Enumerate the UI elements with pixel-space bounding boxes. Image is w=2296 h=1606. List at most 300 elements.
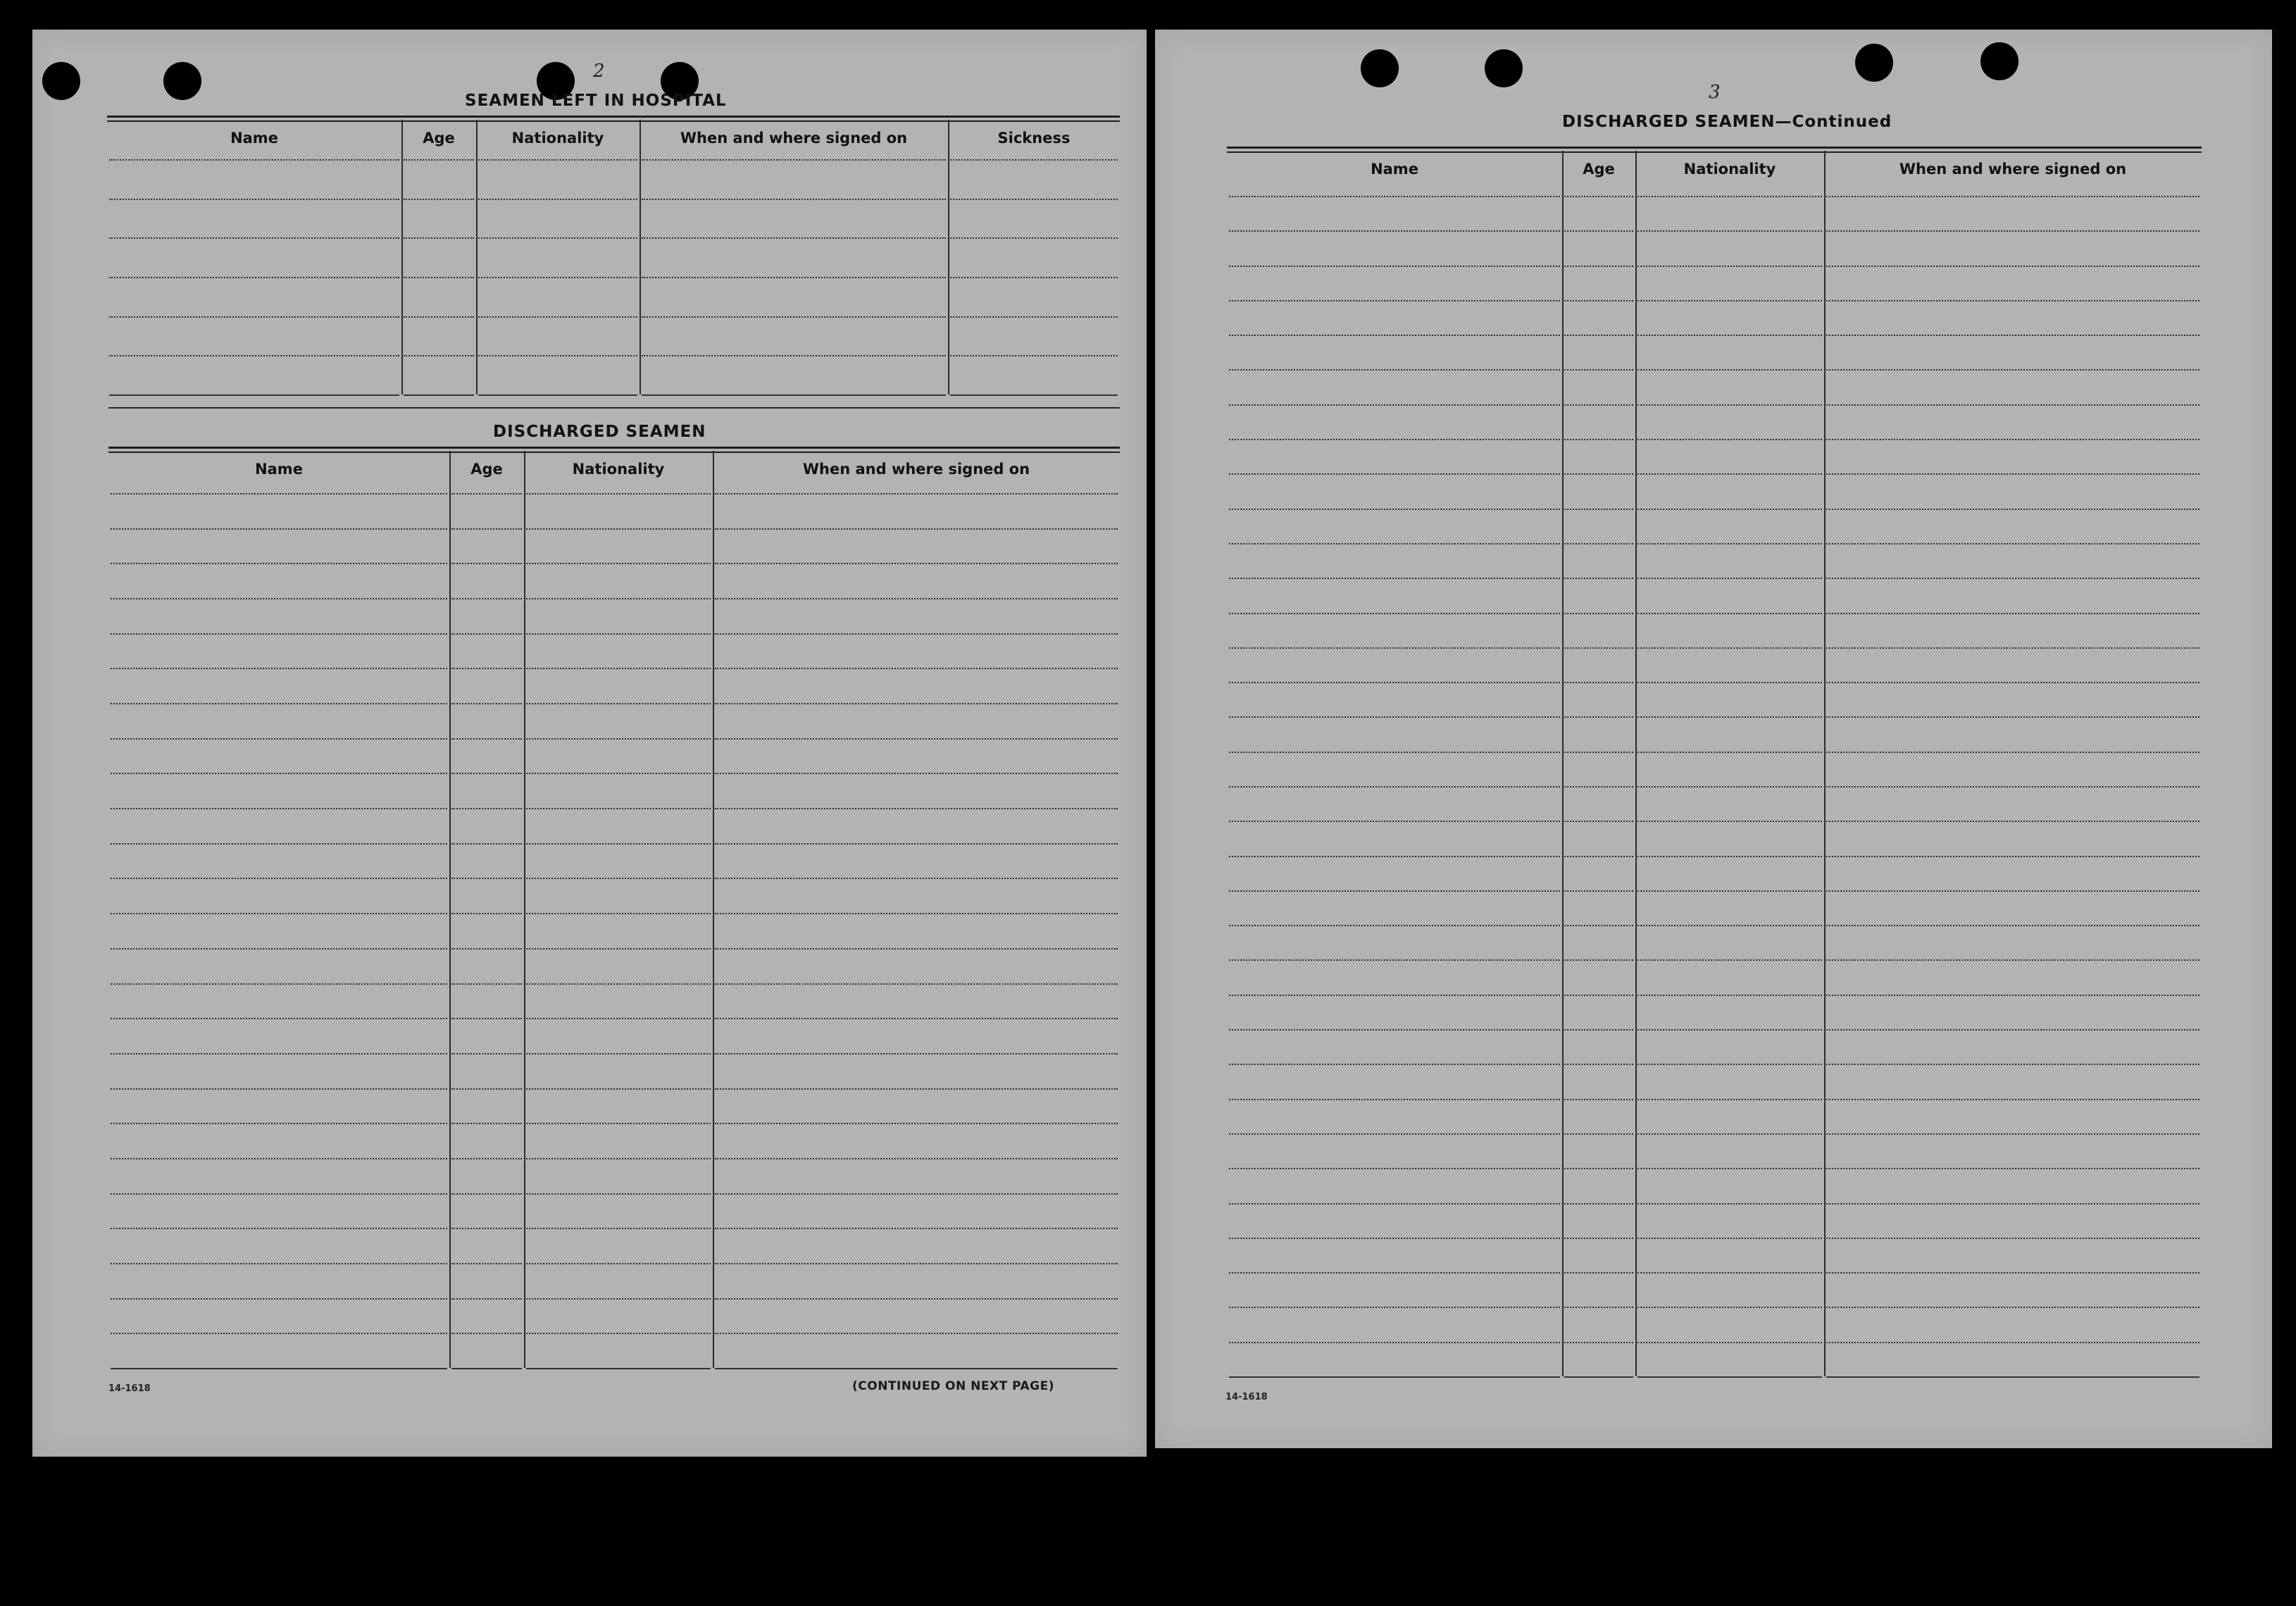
- entry-line: [1637, 959, 1822, 961]
- entry-line: [526, 1053, 711, 1054]
- entry-line: [1637, 1307, 1822, 1308]
- entry-line: [1564, 716, 1633, 718]
- entry-line: [1229, 439, 1560, 440]
- entry-line: [1637, 473, 1822, 475]
- entry-line: [404, 237, 474, 239]
- entry-line: [1826, 959, 2200, 961]
- entry-line: [1564, 856, 1633, 857]
- entry-line: [1637, 543, 1822, 544]
- entry-line: [111, 738, 447, 740]
- entry-line: [1564, 890, 1633, 892]
- entry-line: [111, 1263, 447, 1264]
- entry-line: [1564, 1064, 1633, 1065]
- title-rule: [107, 116, 1120, 122]
- entry-line: [1564, 925, 1633, 926]
- entry-line: [1564, 1168, 1633, 1169]
- entry-line: [1564, 473, 1633, 475]
- entry-line: [1229, 786, 1560, 788]
- entry-line: [111, 878, 447, 879]
- column-divider: [1824, 151, 1826, 1376]
- entry-line: [1564, 1029, 1633, 1031]
- entry-line: [451, 808, 522, 809]
- entry-line: [715, 633, 1118, 635]
- entry-line: [1564, 821, 1633, 822]
- entry-line: [111, 983, 447, 985]
- entry-line: [526, 1228, 711, 1229]
- entry-line: [526, 843, 711, 845]
- entry-line: [715, 773, 1118, 774]
- entry-line: [111, 668, 447, 669]
- column-divider: [713, 451, 714, 1368]
- entry-line: [1229, 647, 1560, 649]
- entry-line: [1826, 473, 2200, 475]
- entry-line: [451, 1298, 522, 1300]
- entry-line: [715, 668, 1118, 669]
- entry-line: [526, 983, 711, 985]
- entry-line: [1564, 335, 1633, 336]
- entry-line: [1637, 1238, 1822, 1239]
- entry-line: [109, 159, 399, 161]
- title-rule: [108, 447, 1120, 453]
- right-page: [1155, 30, 2272, 1448]
- entry-line: [1564, 509, 1633, 510]
- punch-hole-icon: [1855, 44, 1893, 82]
- entry-line: [451, 703, 522, 704]
- entry-line: [1229, 578, 1560, 579]
- entry-line: [111, 1333, 447, 1334]
- entry-line: [950, 159, 1118, 161]
- section-title-discharged-continued: DISCHARGED SEAMEN—Continued: [1562, 113, 1892, 131]
- entry-line: [1826, 995, 2200, 996]
- entry-line: [1564, 1099, 1633, 1100]
- page-number: 2: [593, 61, 605, 82]
- entry-line: [715, 878, 1118, 879]
- entry-line: [1229, 925, 1560, 926]
- entry-line: [1826, 1029, 2200, 1031]
- entry-line: [1826, 716, 2200, 718]
- entry-line: [1637, 613, 1822, 614]
- entry-line: [526, 1018, 711, 1019]
- entry-line: [1826, 1272, 2200, 1274]
- entry-line: [1637, 1133, 1822, 1135]
- entry-line: [1637, 890, 1822, 892]
- entry-line: [1637, 335, 1822, 336]
- entry-line: [404, 355, 474, 356]
- entry-line: [642, 355, 946, 356]
- entry-line: [1826, 509, 2200, 510]
- entry-line: [1826, 266, 2200, 267]
- table-bottom-rule: [451, 1368, 522, 1369]
- entry-line: [404, 159, 474, 161]
- entry-line: [478, 199, 637, 200]
- entry-line: [1637, 266, 1822, 267]
- table-bottom-rule: [111, 1368, 447, 1369]
- entry-line: [1826, 1133, 2200, 1135]
- entry-line: [1826, 1168, 2200, 1169]
- entry-line: [526, 493, 711, 494]
- entry-line: [1637, 1168, 1822, 1169]
- entry-line: [1826, 300, 2200, 301]
- entry-line: [1229, 752, 1560, 753]
- punch-hole-icon: [1485, 49, 1523, 87]
- entry-line: [111, 808, 447, 809]
- column-divider: [639, 120, 641, 394]
- entry-line: [715, 1228, 1118, 1229]
- entry-line: [1637, 1064, 1822, 1065]
- entry-line: [1637, 1029, 1822, 1031]
- column-divider: [948, 120, 949, 394]
- entry-line: [1637, 439, 1822, 440]
- entry-line: [715, 1053, 1118, 1054]
- entry-line: [1229, 404, 1560, 406]
- column-divider: [449, 451, 451, 1368]
- entry-line: [526, 598, 711, 599]
- column-header-nationality: Nationality: [511, 130, 604, 147]
- entry-line: [1229, 1133, 1560, 1135]
- entry-line: [111, 913, 447, 914]
- continued-note: (CONTINUED ON NEXT PAGE): [852, 1379, 1054, 1393]
- entry-line: [111, 1193, 447, 1195]
- entry-line: [111, 1123, 447, 1124]
- entry-line: [1826, 821, 2200, 822]
- column-header-age: Age: [470, 461, 503, 478]
- entry-line: [715, 913, 1118, 914]
- entry-line: [404, 199, 474, 200]
- entry-line: [451, 668, 522, 669]
- section-title-discharged: DISCHARGED SEAMEN: [493, 423, 706, 441]
- punch-hole-icon: [42, 62, 80, 100]
- table-bottom-rule: [715, 1368, 1118, 1369]
- entry-line: [715, 1333, 1118, 1334]
- entry-line: [1229, 1307, 1560, 1308]
- entry-line: [1826, 578, 2200, 579]
- table-bottom-rule: [642, 394, 946, 396]
- entry-line: [451, 1333, 522, 1334]
- column-header-when-and-where-signed-on: When and where signed on: [1899, 161, 2127, 178]
- entry-line: [109, 316, 399, 318]
- entry-line: [950, 355, 1118, 356]
- entry-line: [1637, 647, 1822, 649]
- entry-line: [451, 1228, 522, 1229]
- entry-line: [1637, 786, 1822, 788]
- entry-line: [111, 1158, 447, 1159]
- column-header-nationality: Nationality: [572, 461, 665, 478]
- table-bottom-rule: [950, 394, 1118, 396]
- column-header-name: Name: [230, 130, 278, 147]
- entry-line: [1826, 404, 2200, 406]
- column-header-age: Age: [423, 130, 455, 147]
- table-bottom-rule: [1564, 1376, 1633, 1378]
- entry-line: [451, 948, 522, 950]
- form-code: 14-1618: [108, 1383, 151, 1394]
- entry-line: [1229, 196, 1560, 197]
- entry-line: [1826, 1064, 2200, 1065]
- entry-line: [478, 277, 637, 278]
- entry-line: [1826, 1099, 2200, 1100]
- column-header-when-and-where-signed-on: When and where signed on: [802, 461, 1030, 478]
- entry-line: [451, 1018, 522, 1019]
- section-divider: [108, 407, 1120, 409]
- punch-hole-icon: [163, 62, 201, 100]
- entry-line: [715, 528, 1118, 530]
- entry-line: [1564, 786, 1633, 788]
- entry-line: [109, 199, 399, 200]
- entry-line: [1229, 1342, 1560, 1343]
- entry-line: [451, 1193, 522, 1195]
- entry-line: [715, 1298, 1118, 1300]
- entry-line: [1637, 1099, 1822, 1100]
- entry-line: [451, 1123, 522, 1124]
- entry-line: [111, 1053, 447, 1054]
- column-divider: [401, 120, 403, 394]
- entry-line: [715, 808, 1118, 809]
- entry-line: [451, 493, 522, 494]
- entry-line: [451, 1158, 522, 1159]
- entry-line: [1229, 1099, 1560, 1100]
- entry-line: [1229, 369, 1560, 371]
- entry-line: [1229, 1029, 1560, 1031]
- entry-line: [1229, 1168, 1560, 1169]
- entry-line: [526, 633, 711, 635]
- entry-line: [1637, 578, 1822, 579]
- page-number: 3: [1709, 82, 1721, 103]
- entry-line: [715, 1088, 1118, 1090]
- entry-line: [526, 703, 711, 704]
- entry-line: [111, 773, 447, 774]
- entry-line: [1637, 369, 1822, 371]
- entry-line: [1826, 647, 2200, 649]
- entry-line: [1564, 1272, 1633, 1274]
- entry-line: [1564, 266, 1633, 267]
- column-divider: [524, 451, 525, 1368]
- entry-line: [950, 237, 1118, 239]
- entry-line: [1826, 1203, 2200, 1204]
- entry-line: [950, 199, 1118, 200]
- entry-line: [1564, 1203, 1633, 1204]
- entry-line: [111, 528, 447, 530]
- left-page: [32, 30, 1147, 1457]
- table-bottom-rule: [404, 394, 474, 396]
- entry-line: [451, 983, 522, 985]
- table-bottom-rule: [1637, 1376, 1822, 1378]
- entry-line: [950, 316, 1118, 318]
- title-rule: [1227, 147, 2202, 153]
- entry-line: [451, 563, 522, 564]
- column-header-name: Name: [255, 461, 303, 478]
- entry-line: [715, 983, 1118, 985]
- entry-line: [1826, 1238, 2200, 1239]
- entry-line: [1826, 230, 2200, 232]
- entry-line: [1826, 1342, 2200, 1343]
- entry-line: [526, 738, 711, 740]
- entry-line: [1229, 1064, 1560, 1065]
- entry-line: [111, 1228, 447, 1229]
- entry-line: [1637, 1342, 1822, 1343]
- entry-line: [715, 703, 1118, 704]
- entry-line: [1637, 752, 1822, 753]
- entry-line: [478, 355, 637, 356]
- entry-line: [715, 1158, 1118, 1159]
- entry-line: [451, 598, 522, 599]
- entry-line: [451, 773, 522, 774]
- punch-hole-icon: [1361, 49, 1399, 87]
- entry-line: [1826, 335, 2200, 336]
- entry-line: [1637, 196, 1822, 197]
- table-bottom-rule: [1229, 1376, 1560, 1378]
- entry-line: [1564, 369, 1633, 371]
- entry-line: [715, 1193, 1118, 1195]
- section-title-hospital: SEAMEN LEFT IN HOSPITAL: [465, 92, 727, 110]
- entry-line: [1826, 925, 2200, 926]
- entry-line: [451, 528, 522, 530]
- entry-line: [1564, 439, 1633, 440]
- entry-line: [478, 237, 637, 239]
- entry-line: [1826, 682, 2200, 683]
- entry-line: [715, 1123, 1118, 1124]
- entry-line: [526, 1158, 711, 1159]
- entry-line: [1229, 266, 1560, 267]
- entry-line: [1637, 925, 1822, 926]
- entry-line: [1229, 856, 1560, 857]
- entry-line: [1564, 196, 1633, 197]
- entry-line: [451, 843, 522, 845]
- entry-line: [1564, 682, 1633, 683]
- entry-line: [642, 277, 946, 278]
- entry-line: [1637, 856, 1822, 857]
- entry-line: [950, 277, 1118, 278]
- column-header-age: Age: [1583, 161, 1615, 178]
- entry-line: [404, 277, 474, 278]
- entry-line: [526, 913, 711, 914]
- entry-line: [1637, 1203, 1822, 1204]
- entry-line: [526, 1123, 711, 1124]
- entry-line: [1564, 647, 1633, 649]
- entry-line: [526, 1298, 711, 1300]
- entry-line: [1826, 752, 2200, 753]
- entry-line: [526, 773, 711, 774]
- entry-line: [1564, 230, 1633, 232]
- entry-line: [451, 1088, 522, 1090]
- entry-line: [111, 1018, 447, 1019]
- entry-line: [526, 1333, 711, 1334]
- entry-line: [526, 1088, 711, 1090]
- entry-line: [1229, 543, 1560, 544]
- entry-line: [1637, 404, 1822, 406]
- entry-line: [1637, 509, 1822, 510]
- entry-line: [111, 948, 447, 950]
- entry-line: [1637, 682, 1822, 683]
- entry-line: [1229, 682, 1560, 683]
- entry-line: [1564, 613, 1633, 614]
- entry-line: [1564, 1238, 1633, 1239]
- entry-line: [715, 948, 1118, 950]
- entry-line: [642, 199, 946, 200]
- column-divider: [1562, 151, 1564, 1376]
- table-bottom-rule: [526, 1368, 711, 1369]
- entry-line: [1564, 995, 1633, 996]
- column-divider: [1635, 151, 1637, 1376]
- entry-line: [1826, 856, 2200, 857]
- entry-line: [109, 277, 399, 278]
- entry-line: [526, 528, 711, 530]
- entry-line: [1826, 613, 2200, 614]
- entry-line: [1826, 890, 2200, 892]
- entry-line: [1229, 995, 1560, 996]
- entry-line: [111, 703, 447, 704]
- entry-line: [526, 948, 711, 950]
- column-divider: [476, 120, 478, 394]
- entry-line: [1826, 439, 2200, 440]
- entry-line: [526, 878, 711, 879]
- table-bottom-rule: [478, 394, 637, 396]
- entry-line: [1564, 404, 1633, 406]
- entry-line: [1229, 716, 1560, 718]
- entry-line: [1229, 509, 1560, 510]
- entry-line: [1229, 613, 1560, 614]
- entry-line: [109, 237, 399, 239]
- entry-line: [1229, 890, 1560, 892]
- entry-line: [451, 913, 522, 914]
- entry-line: [526, 1193, 711, 1195]
- entry-line: [1564, 959, 1633, 961]
- entry-line: [1826, 369, 2200, 371]
- entry-line: [111, 633, 447, 635]
- entry-line: [715, 1018, 1118, 1019]
- entry-line: [109, 355, 399, 356]
- entry-line: [1826, 543, 2200, 544]
- form-code: 14-1618: [1225, 1392, 1268, 1402]
- entry-line: [1229, 1203, 1560, 1204]
- entry-line: [1229, 473, 1560, 475]
- entry-line: [1637, 995, 1822, 996]
- entry-line: [715, 738, 1118, 740]
- entry-line: [642, 316, 946, 318]
- entry-line: [642, 159, 946, 161]
- entry-line: [451, 878, 522, 879]
- entry-line: [111, 598, 447, 599]
- column-header-name: Name: [1371, 161, 1418, 178]
- entry-line: [1229, 1238, 1560, 1239]
- entry-line: [1826, 196, 2200, 197]
- entry-line: [526, 563, 711, 564]
- entry-line: [1637, 300, 1822, 301]
- entry-line: [451, 738, 522, 740]
- entry-line: [1229, 1272, 1560, 1274]
- punch-hole-icon: [1980, 42, 2019, 80]
- entry-line: [1564, 752, 1633, 753]
- entry-line: [1637, 716, 1822, 718]
- entry-line: [1826, 1307, 2200, 1308]
- entry-line: [526, 1263, 711, 1264]
- entry-line: [451, 1263, 522, 1264]
- entry-line: [111, 493, 447, 494]
- table-bottom-rule: [109, 394, 399, 396]
- entry-line: [111, 1298, 447, 1300]
- column-header-when-and-where-signed-on: When and where signed on: [680, 130, 908, 147]
- entry-line: [526, 808, 711, 809]
- entry-line: [1564, 578, 1633, 579]
- entry-line: [404, 316, 474, 318]
- entry-line: [715, 493, 1118, 494]
- entry-line: [715, 1263, 1118, 1264]
- entry-line: [1564, 300, 1633, 301]
- entry-line: [1637, 230, 1822, 232]
- entry-line: [715, 563, 1118, 564]
- entry-line: [111, 843, 447, 845]
- entry-line: [111, 563, 447, 564]
- entry-line: [1826, 786, 2200, 788]
- entry-line: [451, 633, 522, 635]
